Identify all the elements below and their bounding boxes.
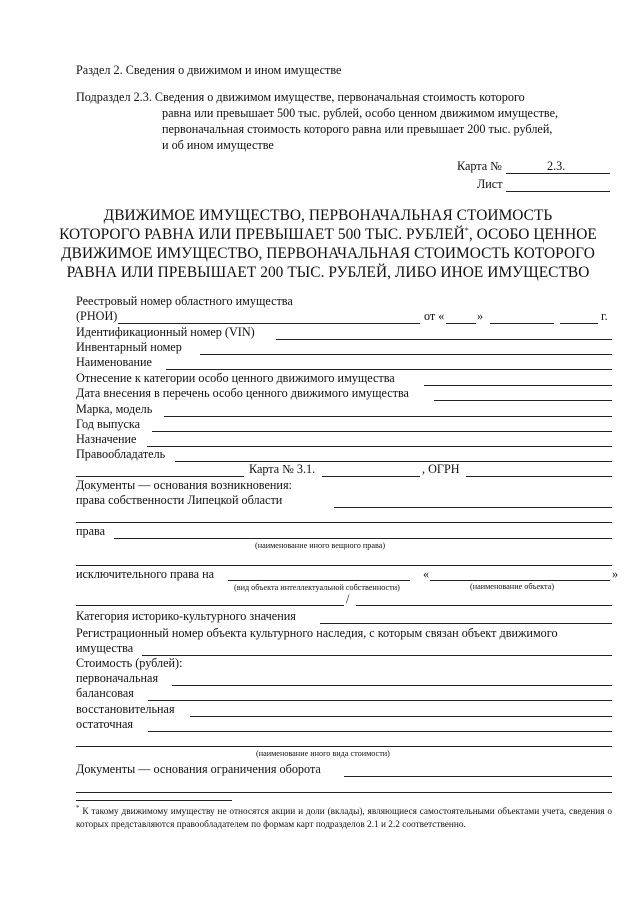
inventory-label: Инвентарный номер	[76, 340, 182, 354]
sheet-label: Лист	[477, 177, 503, 191]
from-close: »	[477, 309, 484, 323]
title-footnote-mark: *	[464, 225, 469, 235]
right-caption: (наименование иного вещного права)	[255, 541, 386, 550]
slash: /	[346, 592, 350, 606]
right-continuation-line[interactable]	[76, 565, 612, 566]
docs-restriction-continuation-line[interactable]	[76, 792, 612, 793]
owner-label: Правообладатель	[76, 447, 166, 461]
ip-continuation-line-right[interactable]	[356, 605, 612, 606]
purpose-label: Назначение	[76, 432, 137, 446]
subsection-line-4: и об ином имуществе	[162, 138, 274, 152]
footnote-separator	[76, 800, 232, 801]
title-line-1: ДВИЖИМОЕ ИМУЩЕСТВО, ПЕРВОНАЧАЛЬНАЯ СТОИМОСТЬ	[103, 207, 553, 224]
residual-cost-field-line[interactable]	[148, 731, 612, 732]
restoration-cost-field-line[interactable]	[190, 716, 612, 717]
card-31-field-line[interactable]	[322, 476, 420, 477]
sheet-line[interactable]	[506, 191, 610, 192]
ogrn-label: , ОГРН	[422, 462, 460, 476]
from-open: от «	[424, 309, 445, 323]
name-label: Наименование	[76, 355, 152, 369]
heritage-reg-label-2: имущества	[76, 641, 134, 655]
object-caption: (наименование объекта)	[470, 582, 555, 591]
restoration-cost-label: восстановительная	[76, 702, 175, 716]
initial-cost-label: первоначальная	[76, 671, 159, 685]
card-31-label: Карта № 3.1.	[249, 462, 316, 476]
subsection-line-2: равна или превышает 500 тыс. рублей, особо ценном движимом имуществе,	[162, 106, 559, 120]
title-line-2	[58, 225, 598, 244]
subsection-line-3: первоначальная стоимость которого равна или превышает 200 тыс. рублей,	[162, 122, 553, 136]
residual-cost-label: остаточная	[76, 717, 133, 731]
brand-field-line[interactable]	[164, 416, 612, 417]
object-name-field-line[interactable]	[430, 580, 610, 581]
rnoi-field-line[interactable]	[118, 323, 420, 324]
initial-cost-field-line[interactable]	[172, 685, 612, 686]
list-date-label: Дата внесения в перечень особо ценного движимого имущества	[76, 386, 409, 400]
docs-basis-label: Документы — основания возникновения:	[76, 478, 292, 492]
year-suffix: г.	[601, 309, 608, 323]
balance-cost-field-line[interactable]	[148, 700, 612, 701]
cost-caption: (наименование иного вида стоимости)	[256, 749, 390, 758]
year-label: Год выпуска	[76, 417, 141, 431]
name-field-line[interactable]	[166, 369, 612, 370]
footnote-mark: *	[76, 803, 80, 812]
ownership-right-field-line[interactable]	[334, 507, 612, 508]
docs-restriction-label: Документы — основания ограничения оборота	[76, 762, 321, 776]
right-label: права	[76, 524, 106, 538]
category-field-line[interactable]	[424, 385, 612, 386]
category-label: Отнесение к категории особо ценного движимого имущества	[76, 371, 395, 385]
ownership-right-label: права собственности Липецкой области	[76, 493, 283, 507]
other-cost-field-line[interactable]	[76, 746, 612, 747]
card-number: 2.3.	[547, 159, 566, 173]
title-line-2-tail: , ОСОБО ЦЕННОЕ	[468, 226, 597, 243]
title-line-4: РАВНА ИЛИ ПРЕВЫШАЕТ 200 ТЫС. РУБЛЕЙ, ЛИБО ИНОЕ ИМУЩЕСТВО	[66, 264, 590, 281]
ip-continuation-line-left[interactable]	[76, 605, 344, 606]
owner-field-line[interactable]	[175, 461, 612, 462]
vin-label: Идентификационный номер (VIN)	[76, 325, 255, 339]
section-heading: Раздел 2. Сведения о движимом и ином имуществе	[76, 63, 342, 77]
year-field-line[interactable]	[152, 431, 612, 432]
ogrn-field-line[interactable]	[466, 476, 612, 477]
title-line-2-text: КОТОРОГО РАВНА ИЛИ ПРЕВЫШАЕТ 500 ТЫС. РУБЛЕЙ	[59, 226, 465, 243]
footnote	[76, 803, 612, 831]
ip-type-field-line[interactable]	[228, 580, 410, 581]
card-number-line[interactable]	[506, 173, 610, 174]
quote-close: »	[612, 567, 619, 581]
purpose-field-line[interactable]	[147, 446, 612, 447]
ownership-continuation-line[interactable]	[76, 522, 612, 523]
ip-caption: (вид объекта интеллектуальной собственности)	[234, 583, 400, 592]
heritage-reg-label: Регистрационный номер объекта культурного наследия, с которым связан объект движимого	[76, 626, 558, 640]
date-day-line[interactable]	[446, 323, 476, 324]
card-label: Карта №	[457, 159, 502, 173]
exclusive-right-label: исключительного права на	[76, 567, 215, 581]
heritage-category-field-line[interactable]	[320, 623, 612, 624]
docs-restriction-field-line[interactable]	[344, 776, 612, 777]
brand-label: Марка, модель	[76, 402, 153, 416]
cost-label: Стоимость (рублей):	[76, 656, 183, 670]
list-date-field-line[interactable]	[434, 400, 612, 401]
title-line-3: ДВИЖИМОЕ ИМУЩЕСТВО, ПЕРВОНАЧАЛЬНАЯ СТОИМОСТЬ КОТОРОГО	[61, 245, 595, 262]
rnoi-abbr: (РНОИ)	[76, 309, 118, 323]
heritage-reg-field-line[interactable]	[142, 655, 612, 656]
subsection-line-1: Подраздел 2.3. Сведения о движимом имуществе, первоначальная стоимость которого	[76, 90, 525, 104]
vin-field-line[interactable]	[276, 339, 612, 340]
inventory-field-line[interactable]	[200, 354, 612, 355]
date-month-line[interactable]	[490, 323, 554, 324]
balance-cost-label: балансовая	[76, 686, 134, 700]
date-year-line[interactable]	[560, 323, 598, 324]
heritage-category-label: Категория историко-культурного значения	[76, 609, 296, 623]
quote-open: «	[423, 567, 430, 581]
footnote-text: К такому движимому имуществу не относятся акции и доли (вклады), являющиеся самостоятельными объектами учета, сведения о которых представляются правообладателем по формам карт подразделов 2.1 и 2.2 соответственно.	[76, 807, 612, 830]
right-field-line[interactable]	[114, 538, 612, 539]
rnoi-label: Реестровый номер областного имущества	[76, 294, 293, 308]
owner-continuation-line[interactable]	[76, 476, 244, 477]
